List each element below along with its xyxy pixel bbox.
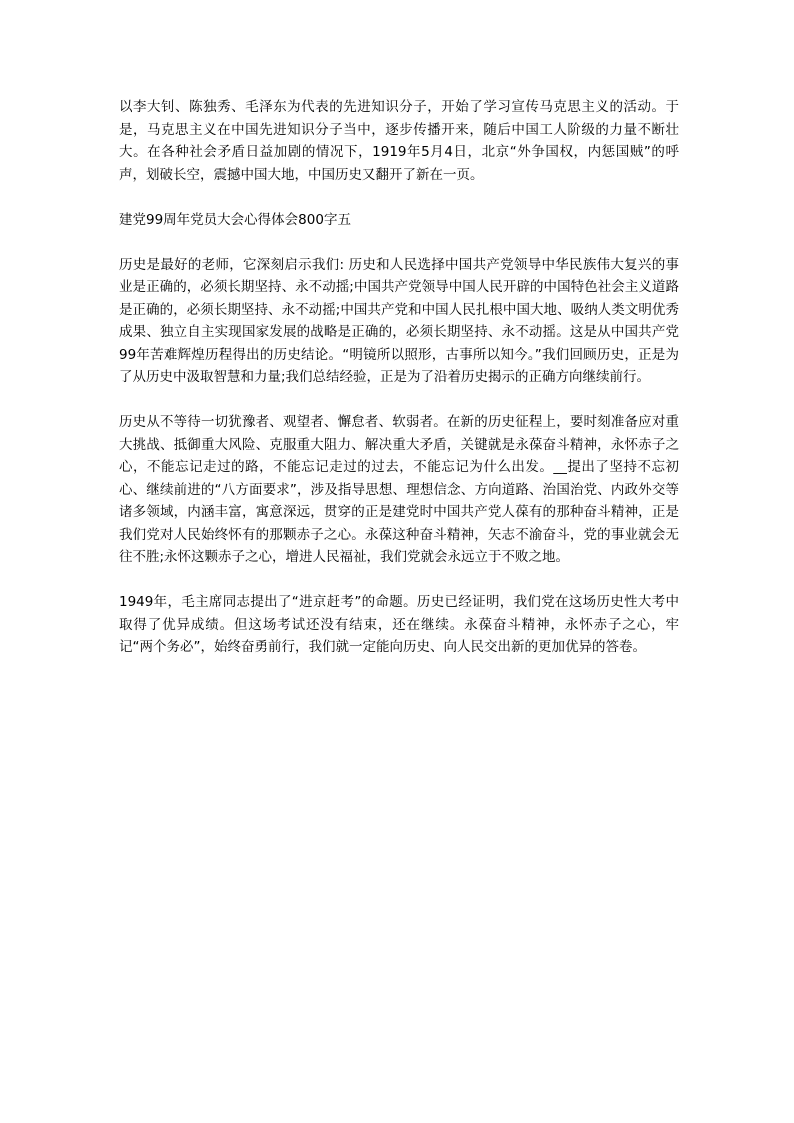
paragraph-history-teacher: 历史是最好的老师，它深刻启示我们: 历史和人民选择中国共产党领导中华民族伟大复兴的事业是正确的，必须长期坚持、永不动摇;中国共产党领导中国人民开辟的中国特色社会主义道路是正确的，必须长期坚持、永不动摇;中国共产党和中国人民扎根中国大地、吸纳人类文明优秀成果、独立自主实现国家发展的战略是正确的，必须长期坚持、永不动摇。这是从中国共产党99年苦难辉煌历程得出的历史结论。“明镜所以照形，古事所以知今。”我们回顾历史，正是为了从历史中汲取智慧和力量;我们总结经验，正是为了沿着历史揭示的正确方向继续前行。: [119, 256, 679, 385]
paragraph-intro: 以李大钊、陈独秀、毛泽东为代表的先进知识分子，开始了学习宣传马克思主义的活动。于是，马克思主义在中国先进知识分子当中，逐步传播开来，随后中国工人阶级的力量不断壮大。在各种社会矛盾日益加剧的情况下，1919年5月4日，北京“外争国权，内惩国贼”的呼声，划破长空，震撼中国大地，中国历史又翻开了新在一页。: [119, 99, 679, 183]
section-heading: 建党99周年党员大会心得体会800字五: [119, 211, 351, 228]
paragraph-exam: 1949年，毛主席同志提出了“进京赶考”的命题。历史已经证明，我们党在这场历史性大考中取得了优异成绩。但这场考试还没有结束，还在继续。永葆奋斗精神，永怀赤子之心，牢记“两个务必”，始终奋勇前行，我们就一定能向历史、向人民交出新的更加优异的答卷。: [119, 594, 679, 655]
paragraph-new-journey: 历史从不等待一切犹豫者、观望者、懈怠者、软弱者。在新的历史征程上，要时刻准备应对重大挑战、抵御重大风险、克服重大阻力、解决重大矛盾，关键就是永葆奋斗精神，永怀赤子之心，不能忘记走过的路，不能忘记走过的过去，不能忘记为什么出发。__提出了坚持不忘初心、继续前进的“八方面要求”，涉及指导思想、理想信念、方向道路、治国治党、内政外交等诸多领域，内涵丰富，寓意深远，贯穿的正是建党时中国共产党人葆有的那种奋斗精神，正是我们党对人民始终怀有的那颗赤子之心。永葆这种奋斗精神，矢志不渝奋斗，党的事业就会无往不胜;永怀这颗赤子之心，增进人民福祉，我们党就会永远立于不败之地。: [119, 414, 679, 565]
document-page: [119, 96, 679, 681]
